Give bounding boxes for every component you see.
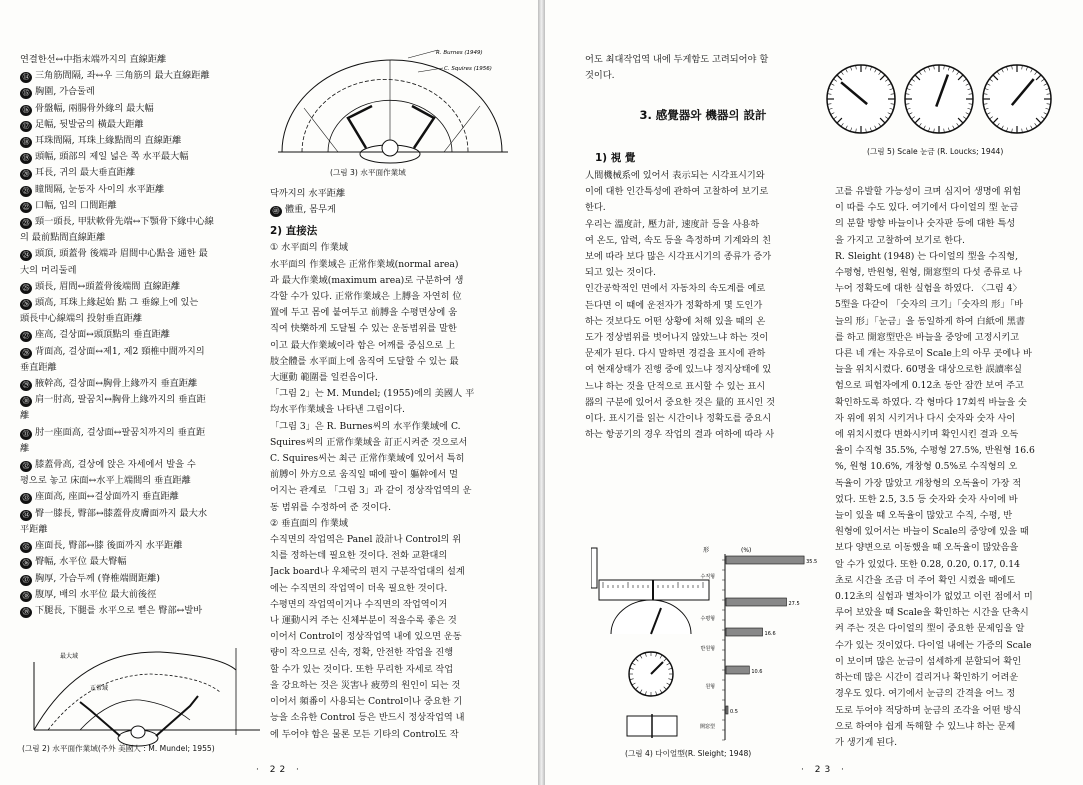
subsection-vision: 1) 視 覺 [595, 152, 636, 164]
text-line: 알 수가 있었다. 또한 0.28, 0.20, 0.17, 0.14 [835, 558, 1020, 570]
text-line: 人間機械系에 있어서 表示되는 시각표시기와 [585, 170, 765, 181]
text-line [270, 402, 520, 418]
error-rate-bar [726, 706, 728, 714]
item-text: 각할 수가 있다. 正常作業域은 上膊을 자연히 位 [270, 291, 462, 303]
text-line [20, 198, 252, 214]
item-text: 頭長, 眉間↔頭蓋骨後端間 直線距離 [35, 280, 181, 292]
text-line: 누어 정확도에 대한 실험을 하였다. 〈그림 4〉 [835, 283, 1022, 295]
text-line: 보에 따라 보다 많은 시각표시기의 종류가 증가 [585, 251, 772, 263]
text-line: 다른 네 개는 자유로이 Scale上의 아무 곳에나 바 [835, 348, 1032, 360]
text-line [20, 327, 252, 343]
item-number: ⑰ [20, 121, 32, 132]
item-text: 肢全體를 水平面上에 움직여 도달할 수 있는 最 [270, 355, 459, 367]
item-number: ㉘ [20, 348, 32, 359]
item-text: 臀一膝長, 臀部↔膝蓋骨皮膚面까지 最大水 [35, 507, 208, 519]
figure-2-label-normal: 正常域 [90, 685, 109, 692]
figure-4-dial-types-chart [591, 540, 819, 750]
text-line: 5型을 다같이 「숫자의 크기」「숫자의 形」「바 [835, 299, 1024, 311]
item-text: 腋幹高, 걸상面↔胸骨上緣까지 垂直距離 [35, 378, 198, 390]
left-column-1 [20, 52, 252, 619]
text-line [20, 571, 252, 587]
figure-2-horizontal-work-area [20, 640, 270, 755]
item-text: 離 [20, 442, 30, 454]
text-line: 늘의 形」「눈금」을 동일하게 하여 白紙에 黑書 [835, 315, 1026, 327]
item-text: 에는 수직면의 작업역이 더욱 필요한 것이다. [270, 582, 448, 594]
sub-heading: ② 垂直面의 作業域 [270, 517, 349, 529]
item-text: 座面高, 座面↔걸상面까지 垂直距離 [35, 491, 179, 503]
text-line: 늘을 위치시켰다. 60명을 대상으로한 誤讀率실 [835, 364, 1022, 376]
text-line [270, 338, 520, 354]
text-line [270, 694, 520, 710]
text-line: 에 위치시켰다 변화시키며 확인시킨 결과 오독 [835, 429, 1019, 441]
text-line [20, 263, 252, 279]
item-text: 닥까지의 水平距離 [270, 188, 346, 199]
text-line [20, 295, 252, 311]
item-text: 과 最大作業域(maximum area)로 구분하여 생 [270, 274, 464, 286]
text-line: 의 분할 방향 바늘이나 숫자판 등에 대한 특성 [835, 218, 1016, 230]
open-window-dial-icon [627, 714, 677, 738]
dial-type-label: 수직형 [700, 574, 715, 580]
text-line [270, 532, 520, 548]
text-line [270, 467, 520, 483]
text-line: 이 따를 수도 있다. 여기에서 다이얼의 型 눈금 [835, 202, 1019, 214]
text-line [270, 548, 520, 564]
item-text: 座高, 걸상面↔頭頂點의 垂直距離 [35, 329, 170, 341]
right-column-2 [835, 184, 1075, 751]
text-line: 확인하도록 하였다. 각 형마다 17회씩 바늘을 숫 [835, 396, 1027, 408]
item-text: 이어서 頻番이 사용되는 Control이나 중요한 기 [270, 696, 463, 708]
item-text: 頭長中心線端의 投射垂直距離 [20, 313, 143, 325]
item-text: 垂直距離 [20, 361, 57, 373]
text-line [270, 186, 520, 202]
text-line: 늘이 있을 때 오독율이 많았고 수직, 수평, 반 [835, 510, 1013, 522]
text-line [270, 451, 520, 467]
text-line [20, 230, 252, 246]
item-text: 수평면의 작업역이거나 수직면의 작업역이거 [270, 598, 448, 610]
item-text: 臀幅, 水平位 最大臀幅 [35, 556, 127, 568]
item-number: ㉙ [20, 380, 32, 391]
text-line [20, 554, 252, 570]
figure-4-caption: (그림 4) 다이얼型(R. Sleight; 1948) [625, 749, 752, 758]
item-text: 을 강요하는 것은 災害나 疲勞의 원인이 되는 것 [270, 679, 461, 691]
text-line: 하는 항공기의 경우 작업의 결과 여하에 따라 사 [585, 429, 775, 441]
text-line: 문제가 된다. 다시 말하면 경걸을 표시에 관하 [585, 348, 766, 360]
item-text: 足幅, 뒷발굼의 橫最大距離 [35, 118, 144, 130]
text-line [270, 289, 520, 305]
text-line [270, 678, 520, 694]
error-rate-bar [726, 556, 804, 564]
text-line [20, 457, 252, 473]
text-line: 이다. 표시기를 읽는 시간이나 정확도를 중요시 [585, 413, 772, 425]
text-line [20, 182, 252, 198]
section-title: 3. 感覺器와 機器의 設計 [639, 108, 767, 122]
text-line [20, 441, 252, 457]
text-line: 것이다. [585, 70, 615, 82]
item-text: 大의 머리둘레 [20, 264, 77, 276]
text-line: 느냐 하는 것을 단적으로 표시할 수 있는 표시 [585, 380, 766, 392]
item-number: ㉖ [20, 299, 32, 310]
text-line [270, 613, 520, 629]
item-text: 耳珠間隔, 耳珠上緣點間의 直線距離 [35, 135, 182, 147]
text-line: 수평형, 반원형, 원형, 開窓型의 다섯 종류로 나 [835, 267, 1022, 279]
item-number: ⑳ [20, 169, 32, 180]
text-line: 수가 있는 것이었다. 다이얼 내에는 가증의 Scale [835, 639, 1032, 651]
figure-4-axis-label-type: 形 [703, 547, 710, 554]
item-number: ㉜ [20, 461, 32, 472]
text-line: 루어 보았을 때 Scale을 확인하는 시간을 단축시 [835, 607, 1029, 619]
error-rate-value: 0.5 [730, 709, 738, 715]
item-text: 수직면의 작업역은 Panel 設計나 Control의 위 [270, 534, 462, 546]
item-text: 背面高, 걸상面↔제1, 제2 頸椎中間까지의 [35, 345, 205, 357]
text-line [20, 603, 252, 619]
text-line: 여 현재상태가 진행 중에 있느냐 정지상태에 있 [585, 364, 772, 376]
item-number: ⑭ [20, 72, 32, 83]
item-text: 頭高, 耳珠上緣起始 點 그 垂線上에 있는 [35, 297, 199, 309]
item-text: 어지는 관계로 「그림 3」과 같이 정상작업역의 운 [270, 485, 472, 497]
text-line: 가 생기게 된다. [835, 736, 898, 748]
figure-2-label-max: 最大域 [60, 653, 79, 660]
scale-dial [827, 65, 895, 133]
item-number: ㉛ [20, 429, 32, 440]
text-line [270, 435, 520, 451]
text-line [20, 473, 252, 489]
text-line: 도가 정상범위를 벗어나지 않았느냐 하는 것이 [585, 332, 769, 344]
text-line [270, 386, 520, 402]
error-rate-value: 16.6 [764, 631, 776, 637]
horizontal-dial-icon [599, 580, 709, 600]
text-line [20, 587, 252, 603]
item-text: 이고 最大作業域이라 함은 어깨를 중심으로 上 [270, 339, 456, 351]
text-line: 고를 유발할 가능성이 크며 심지어 생명에 위험 [835, 186, 1022, 197]
text-line [20, 101, 252, 117]
item-text: 肩一肘高, 팔꿈치↔胸骨上緣까지의 垂直距 [35, 394, 206, 406]
scale-dial [983, 65, 1051, 133]
dial-type-label: 원형 [705, 684, 715, 690]
text-line: 한다. [585, 202, 606, 214]
item-text: 「그림 2」는 M. Mundel; (1955)에의 美國人 平 [270, 388, 475, 400]
item-text: 동 범위를 수정하여 준 것이다. [270, 501, 392, 513]
text-line [20, 522, 252, 538]
text-line: 으로 하여야 쉽게 독해할 수 있느냐 하는 문제 [835, 720, 1016, 732]
item-text: 胸厚, 가슴두께 (脊椎端間距離) [35, 572, 160, 584]
item-text: 나 運動시켜 주는 신체부분이 적을수록 좋은 것 [270, 615, 457, 627]
figure-3-horizontal-work-area [268, 48, 518, 166]
book-gutter [538, 0, 545, 785]
text-line: 0.12초의 실험과 별차이가 없었고 이런 점에서 미 [835, 591, 1033, 603]
item-text: 體重, 몸무게 [285, 204, 336, 216]
text-line [270, 710, 520, 726]
item-text: Jack board나 우체국의 편지 구분작업대의 설계 [270, 566, 465, 578]
left-column-2 [270, 186, 520, 743]
text-line: 원형에 있어서는 바늘이 Scale의 중앙에 있을 때 [835, 526, 1029, 538]
text-line: 하는데 많은 시간이 걸리거나 확인하기 어려운 [835, 672, 1019, 684]
item-number: ㊵ [270, 206, 282, 217]
text-line: %, 원형 10.6%, 개창형 0.5%로 수직형의 오 [835, 461, 1018, 473]
text-line: 되고 있는 것이다. [585, 267, 656, 279]
text-line: 이에 대한 인간특성에 관하여 고찰하여 보기로 [585, 186, 769, 198]
text-line [270, 597, 520, 613]
item-text: 胸圍, 가슴둘레 [35, 86, 95, 98]
item-text: 離 [20, 410, 30, 422]
text-line: 를 하고 開窓型만은 바늘을 중앙에 고정시키고 [835, 331, 1020, 343]
error-rate-bar [726, 628, 763, 636]
item-text: 口幅, 입의 口間距離 [35, 199, 117, 211]
item-number: ㉝ [20, 493, 32, 504]
item-text: 座面長, 臀部↔膝 後面까지 水平距離 [35, 540, 183, 552]
item-number: ㊲ [20, 575, 32, 586]
item-text: 肘一座面高, 걸상面↔팔꿈치까지의 垂直距 [35, 426, 206, 438]
text-line: 초로 시간을 조금 더 주어 확인 시켰을 때에도 [835, 574, 1016, 586]
text-line: 을 가지고 고찰하여 보기로 한다. [835, 234, 965, 246]
text-line [20, 68, 252, 84]
round-dial-icon [629, 652, 673, 696]
text-line [270, 727, 520, 743]
text-line: 器의 구분에 있어서 중요한 것은 量的 표시인 것 [585, 396, 776, 408]
vertical-dial-icon [591, 548, 597, 588]
item-text: 능을 소유한 Control 등은 반드시 정상작업역 내 [270, 712, 465, 724]
text-line [20, 246, 252, 262]
text-line: 이 보이며 많은 눈금이 섬세하게 분할되어 확인 [835, 655, 1022, 667]
item-number: ㊱ [20, 558, 32, 569]
figure-5-scale-dials [823, 58, 1055, 140]
item-text: 平距離 [20, 523, 48, 535]
item-text: 의 最前點間直線距離 [20, 232, 106, 244]
text-line [20, 425, 252, 441]
item-text: 三角筋間隔, 좌↔우 三角筋의 最大直線距離 [35, 70, 210, 82]
item-text: Squires씨의 正常作業域을 訂正시켜준 것으로서 [270, 436, 468, 448]
text-line [20, 392, 252, 408]
text-line [20, 360, 252, 376]
text-line [270, 354, 520, 370]
text-line: 험으로 피험자에게 0.12초 동안 잠깐 보여 주고 [835, 380, 1024, 392]
dial-type-label: 開窓型 [699, 724, 715, 730]
text-line: 독율이 가장 많았고 개창형의 오독율이 가장 적 [835, 477, 1022, 489]
error-rate-value: 10.6 [751, 669, 763, 675]
text-line [270, 257, 520, 273]
text-line [270, 370, 520, 386]
error-rate-bar [726, 598, 787, 606]
item-text: 下腿長, 下腿를 水平으로 뻗은 臀部↔발바 [35, 604, 203, 616]
page-number-left-value: 22 [269, 765, 290, 775]
item-text: 량이 작으므로 신속, 정확, 안전한 작업을 진행 [270, 647, 454, 659]
text-line [270, 305, 520, 321]
item-text: 직여 快樂하게 도달될 수 있는 운동범위를 말한 [270, 323, 457, 335]
text-line [20, 165, 252, 181]
text-line [270, 419, 520, 435]
text-line [270, 662, 520, 678]
item-text: 할 수가 있는 것이다. 또한 무리한 자세로 작업 [270, 663, 454, 675]
item-text: 치를 정하는데 필요한 것이다. 전화 교환대의 [270, 550, 448, 562]
right-column-1 [585, 168, 821, 443]
item-text: C. Squires씨는 최근 正常作業域에 있어서 특히 [270, 453, 465, 465]
item-number: ㊳ [20, 591, 32, 602]
text-line [20, 84, 252, 100]
text-line: 어도 최대작업역 내에 두게함도 고려되어야 할 [585, 54, 769, 65]
item-text: 瞳間隔, 눈동자 사이의 水平距離 [35, 183, 165, 195]
text-line [20, 376, 252, 392]
text-line [20, 279, 252, 295]
item-text: 骨盤幅, 兩腸骨外緣의 最大幅 [35, 102, 154, 114]
error-rate-value: 35.5 [806, 559, 818, 565]
text-line: 켜 주는 것은 다이얼의 型이 중요한 문제임을 알 [835, 623, 1025, 635]
text-line: 경우도 있다. 여기에서 눈금의 간격을 어느 정 [835, 688, 1016, 700]
sub-heading: ① 水平面의 作業域 [270, 242, 349, 254]
item-text: 연결한선↔中指末端까지의 直線距離 [20, 54, 167, 65]
text-line: 도로 두어야 적당하며 눈금의 조각을 어떤 방식 [835, 704, 1022, 716]
item-number: ㉚ [20, 396, 32, 407]
text-line: 인간공학적인 면에서 자동차의 속도계를 예로 [585, 283, 766, 295]
text-line: 하는 것보다도 어떤 상황에 처해 있을 때의 온 [585, 315, 766, 327]
item-text: 均水平作業域을 나타낸 그림이다. [270, 404, 405, 416]
text-line: 보다 양변으로 이동했을 때 오독율이 많았음을 [835, 542, 1019, 554]
error-rate-value: 27.5 [788, 601, 800, 607]
text-line [20, 408, 252, 424]
text-line [270, 645, 520, 661]
text-line: 었다. 또한 2.5, 3.5 등 숫자와 숫자 사이에 바 [835, 493, 1018, 505]
figure-4-axis-label-percent: (%) [741, 547, 752, 554]
item-number: ㊴ [20, 607, 32, 618]
text-line [270, 629, 520, 645]
text-line [20, 311, 252, 327]
text-line: 든다면 이 때에 운전자가 정확하게 몇 도인가 [585, 299, 763, 311]
text-line: R. Sleight (1948) 는 다이얼의 型을 수직형, [835, 250, 1018, 262]
figure-3-label-squires: C. Squires (1956) [444, 66, 492, 72]
item-text: 大運動 範圍를 일컫음이다. [270, 372, 378, 384]
text-line [20, 489, 252, 505]
item-number: ㉒ [20, 202, 32, 213]
item-text: 前膊이 外方으로 움직일 때에 팔이 軀幹에서 멀 [270, 469, 459, 481]
item-text: 置에 두고 몸에 붙여두고 前膊을 수평면상에 움 [270, 307, 458, 319]
item-text: 「그림 3」은 R. Burnes씨의 水平作業域에 C. [270, 420, 461, 432]
dial-type-label: 반원형 [700, 646, 715, 652]
item-text: 頸一頭長, 甲狀軟骨先端↔下顎骨下緣中心線 [35, 216, 214, 228]
item-text: 耳長, 귀의 最大垂直距離 [35, 167, 136, 179]
text-line: 율이 수직형 35.5%, 수평형 27.5%, 반원형 16.6 [835, 445, 1035, 457]
text-line [20, 149, 252, 165]
item-text: 頭幅, 頭部의 제일 넓은 쪽 水平最大幅 [35, 151, 189, 163]
item-number: ㉕ [20, 283, 32, 294]
item-number: ⑮ [20, 88, 32, 99]
text-line [20, 344, 252, 360]
figure-5-caption: (그림 5) Scale 눈금 (R. Loucks; 1944) [867, 147, 1004, 156]
item-number: ⑲ [20, 153, 32, 164]
item-text: 膝蓋骨高, 걸상에 앉은 자세에서 발을 수 [35, 459, 196, 471]
item-text: 水平面의 作業域은 正常作業域(normal area) [270, 258, 459, 270]
text-line [20, 52, 252, 68]
text-line [270, 500, 520, 516]
scale-dial [905, 65, 973, 133]
page-number-right: · 23 · [801, 765, 848, 775]
item-number: ㉓ [20, 218, 32, 229]
figure-3-caption: (그림 3) 水平面作業域 [330, 168, 406, 177]
page-number-left: · 22 · [256, 765, 303, 775]
item-text: 腹厚, 배의 水平位 最大前後徑 [35, 588, 157, 600]
text-line [270, 581, 520, 597]
text-line [20, 117, 252, 133]
text-line [270, 273, 520, 289]
item-text: 평으로 놓고 床面↔水平上端間의 垂直距離 [20, 475, 191, 487]
text-line [270, 202, 520, 218]
item-number: ㉔ [20, 250, 32, 261]
text-line [20, 538, 252, 554]
text-line [20, 506, 252, 522]
left-page [0, 0, 538, 785]
text-line [270, 564, 520, 580]
item-text: 頭頂, 頭蓋骨 後端과 眉間中心點을 通한 最 [35, 248, 208, 260]
text-line [20, 214, 252, 230]
right-page [545, 0, 1083, 785]
text-line [270, 483, 520, 499]
page-number-right-value: 23 [814, 765, 835, 775]
error-rate-bar [726, 666, 749, 674]
text-line [270, 321, 520, 337]
text-line: 우리는 溫度計, 壓力計, 速度計 등을 사용하 [585, 218, 760, 230]
item-number: ⑱ [20, 137, 32, 148]
item-number: ㉗ [20, 331, 32, 342]
item-number: ⑯ [20, 105, 32, 116]
text-line: 자 위에 위치 시키거나 다시 숫자와 숫자 사이 [835, 412, 1016, 424]
item-number: ㉟ [20, 542, 32, 553]
item-number: ㉞ [20, 510, 32, 521]
text-line: 여 온도, 압력, 속도 등을 측정하며 기계와의 친 [585, 234, 772, 246]
text-line [20, 133, 252, 149]
figure-3-label-burnes: R. Burnes (1949) [436, 50, 483, 56]
dial-type-label: 수평형 [700, 616, 715, 622]
right-column-1-top [585, 52, 821, 84]
item-text: 에 두어야 함은 물론 모든 기타의 Control도 작 [270, 728, 459, 740]
semicircle-dial-icon [611, 600, 691, 634]
item-number: ㉑ [20, 186, 32, 197]
figure-2-caption: (그림 2) 水平面作業域(주外 美國人 : M. Mundel; 1955) [22, 744, 215, 753]
subsection-heading: 2) 直接法 [270, 225, 318, 238]
item-text: 이어서 Control이 정상작업역 내에 있으면 운동 [270, 631, 462, 643]
